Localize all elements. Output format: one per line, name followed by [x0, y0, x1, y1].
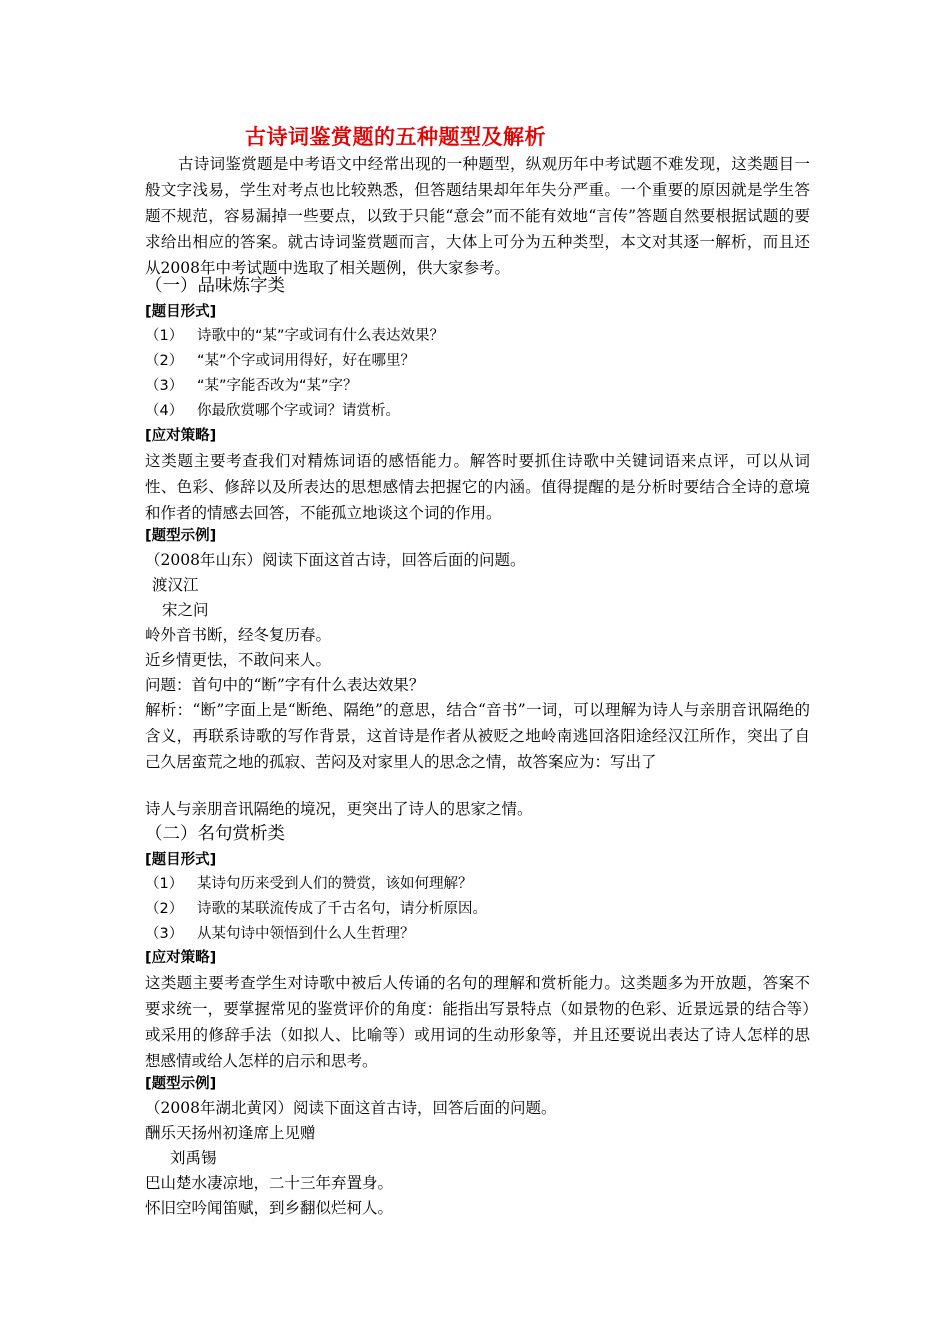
poem1-author: 宋之问: [162, 601, 209, 619]
section2-item-1: [145, 872, 473, 896]
section2-item-3: [145, 922, 415, 946]
section1-example-label: [题型示例]: [145, 528, 217, 544]
section1-item-2: [145, 349, 415, 373]
poem1-line-2: 近乡情更怯，不敢问来人。: [145, 651, 332, 669]
section1-heading: （一）品味炼字类: [145, 276, 285, 296]
section1-example-intro: （2008年山东）阅读下面这首古诗，回答后面的问题。: [145, 551, 526, 569]
item-number: （4）: [145, 403, 184, 419]
section2-item-2: [145, 897, 487, 921]
item-number: （3）: [145, 926, 184, 942]
poem2-title: 酬乐天扬州初逢席上见赠: [145, 1124, 316, 1142]
item-text: 你最欣赏哪个字或词？请赏析。: [197, 403, 400, 419]
section2-example-intro: （2008年湖北黄冈）阅读下面这首古诗，回答后面的问题。: [145, 1099, 557, 1117]
section2-form-label: [题目形式]: [145, 852, 217, 868]
section1-item-3: [145, 374, 358, 398]
section2-strategy: 这类题主要考查学生对诗歌中被后人传诵的名句的理解和赏析能力。这类题多为开放题，答案不要求统一，要掌握常见的鉴赏评价的角度：能指出写景特点（如景物的色彩、近景远景的结合等）或采用的修辞手法（如拟人、比喻等）或用词的生动形象等，并且还要说出表达了诗人怎样的思想感情或给人怎样的启示和思考。: [145, 974, 810, 1070]
section1-item-4: [145, 399, 400, 423]
section1-answer: 诗人与亲朋音讯隔绝的境况，更突出了诗人的思家之情。: [145, 800, 533, 818]
poem2-line-1: 巴山楚水凄凉地，二十三年弃置身。: [145, 1174, 394, 1192]
item-text: 诗歌中的“某”字或词有什么表达效果？: [197, 328, 445, 344]
item-number: （1）: [145, 328, 184, 344]
item-number: （3）: [145, 378, 184, 394]
poem2-author: 刘禹锡: [170, 1149, 217, 1167]
section1-item-1: [145, 324, 444, 348]
item-text: 从某句诗中领悟到什么人生哲理？: [197, 926, 415, 942]
intro-paragraph: 古诗词鉴赏题是中考语文中经常出现的一种题型，纵观历年中考试题不难发现，这类题目一般文字浅易，学生对考点也比较熟悉，但答题结果却年年失分严重。一个重要的原因就是学生答题不规范，容易漏掉一些要点，以致于只能“意会”而不能有效地“言传”答题自然要根据试题的要求给出相应的答案。就古诗词鉴赏题而言，大体上可分为五种类型，本文对其逐一解析，而且还从2008年中考试题中选取了相关题例，供大家参考。: [145, 155, 810, 277]
document-title: 古诗词鉴赏题的五种题型及解析: [245, 124, 546, 149]
item-text: 某诗句历来受到人们的赞赏，该如何理解？: [197, 876, 473, 892]
section2-example-label: [题型示例]: [145, 1076, 217, 1092]
section1-question: 问题：首句中的“断”字有什么表达效果？: [145, 676, 425, 694]
item-number: （2）: [145, 353, 184, 369]
section2-heading: （二）名句赏析类: [145, 824, 285, 844]
item-text: “某”个字或词用得好，好在哪里？: [197, 353, 416, 369]
item-number: （1）: [145, 876, 184, 892]
section2-strategy-label: [应对策略]: [145, 950, 217, 966]
poem2-line-2: 怀旧空吟闻笛赋，到乡翻似烂柯人。: [145, 1199, 394, 1217]
section1-strategy: 这类题主要考查我们对精炼词语的感悟能力。解答时要抓住诗歌中关键词语来点评，可以从词性、色彩、修辞以及所表达的思想感情去把握它的内涵。值得提醒的是分析时要结合全诗的意境和作者的情感去回答，不能孤立地谈这个词的作用。: [145, 452, 810, 522]
section1-analysis: 解析：“断”字面上是“断绝、隔绝”的意思，结合“音书”一词，可以理解为诗人与亲朋音讯隔绝的含义，再联系诗歌的写作背景，这首诗是作者从被贬之地岭南逃回洛阳途经汉江所作，突出了自己久居蛮荒之地的孤寂、苦闷及对家里人的思念之情，故答案应为：写出了: [145, 701, 810, 771]
item-number: （2）: [145, 901, 184, 917]
item-text: “某”字能否改为“某”字？: [197, 378, 358, 394]
poem1-title: 渡汉江: [152, 576, 199, 594]
section1-strategy-label: [应对策略]: [145, 428, 217, 444]
poem1-line-1: 岭外音书断，经冬复历春。: [145, 626, 332, 644]
section1-form-label: [题目形式]: [145, 304, 217, 320]
item-text: 诗歌的某联流传成了千古名句，请分析原因。: [197, 901, 487, 917]
